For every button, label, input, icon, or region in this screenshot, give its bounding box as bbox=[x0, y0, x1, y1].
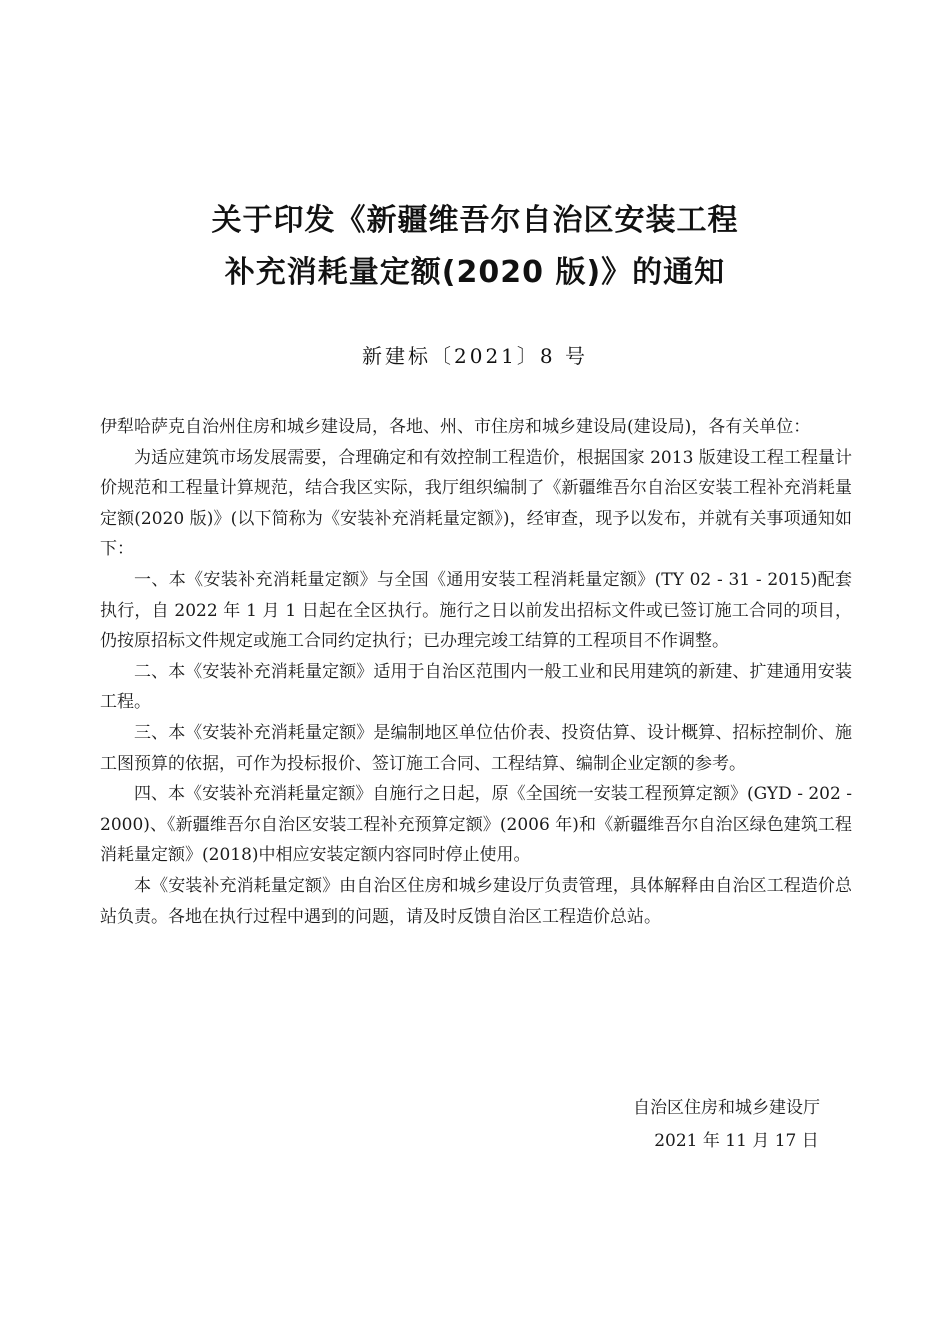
signature-block bbox=[633, 1092, 820, 1158]
paragraph-item-1: 一、本《安装补充消耗量定额》与全国《通用安装工程消耗量定额》(TY 02 - 31 - 2015)配套执行，自 2022 年 1 月 1 日起在全区执行。施行之日以前发出招标文件或已签订施工合同的项目，仍按原招标文件规定或施工合同约定执行；已办理完竣工结算的工程项目不作调整。 bbox=[100, 569, 852, 652]
paragraph-item-4: 四、本《安装补充消耗量定额》自施行之日起，原《全国统一安装工程预算定额》(GYD - 202 - 2000)、《新疆维吾尔自治区安装工程补充预算定额》(2006 年)和《新疆维吾尔自治区绿色建筑工程消耗量定额》(2018)中相应安装定额内容同时停止使用。 bbox=[100, 784, 852, 866]
document-body bbox=[100, 412, 852, 932]
addressee: 伊犁哈萨克自治州住房和城乡建设局，各地、州、市住房和城乡建设局(建设局)，各有关单位： bbox=[100, 417, 811, 437]
document-number: 新建标〔2021〕8 号 bbox=[362, 344, 588, 368]
paragraph-intro: 为适应建筑市场发展需要，合理确定和有效控制工程造价，根据国家 2013 版建设工程工程量计价规范和工程量计算规范，结合我区实际，我厅组织编制了《新疆维吾尔自治区安装工程补充消耗量定额(2020 版)》(以下简称为《安装补充消耗量定额》)，经审查，现予以发布，并就有关事项通知如下： bbox=[100, 447, 852, 560]
issuer-name: 自治区住房和城乡建设厅 bbox=[633, 1098, 820, 1118]
issue-date: 2021 年 11 月 17 日 bbox=[654, 1131, 819, 1151]
document-title-line-1: 关于印发《新疆维吾尔自治区安装工程 bbox=[211, 203, 739, 238]
paragraph-item-2: 二、本《安装补充消耗量定额》适用于自治区范围内一般工业和民用建筑的新建、扩建通用安装工程。 bbox=[100, 661, 852, 713]
document-title-line-2: 补充消耗量定额(2020 版)》的通知 bbox=[224, 255, 726, 290]
paragraph-item-3: 三、本《安装补充消耗量定额》是编制地区单位估价表、投资估算、设计概算、招标控制价、施工图预算的依据，可作为投标报价、签订施工合同、工程结算、编制企业定额的参考。 bbox=[100, 722, 852, 774]
paragraph-closing: 本《安装补充消耗量定额》由自治区住房和城乡建设厅负责管理，具体解释由自治区工程造价总站负责。各地在执行过程中遇到的问题，请及时反馈自治区工程造价总站。 bbox=[100, 875, 852, 927]
